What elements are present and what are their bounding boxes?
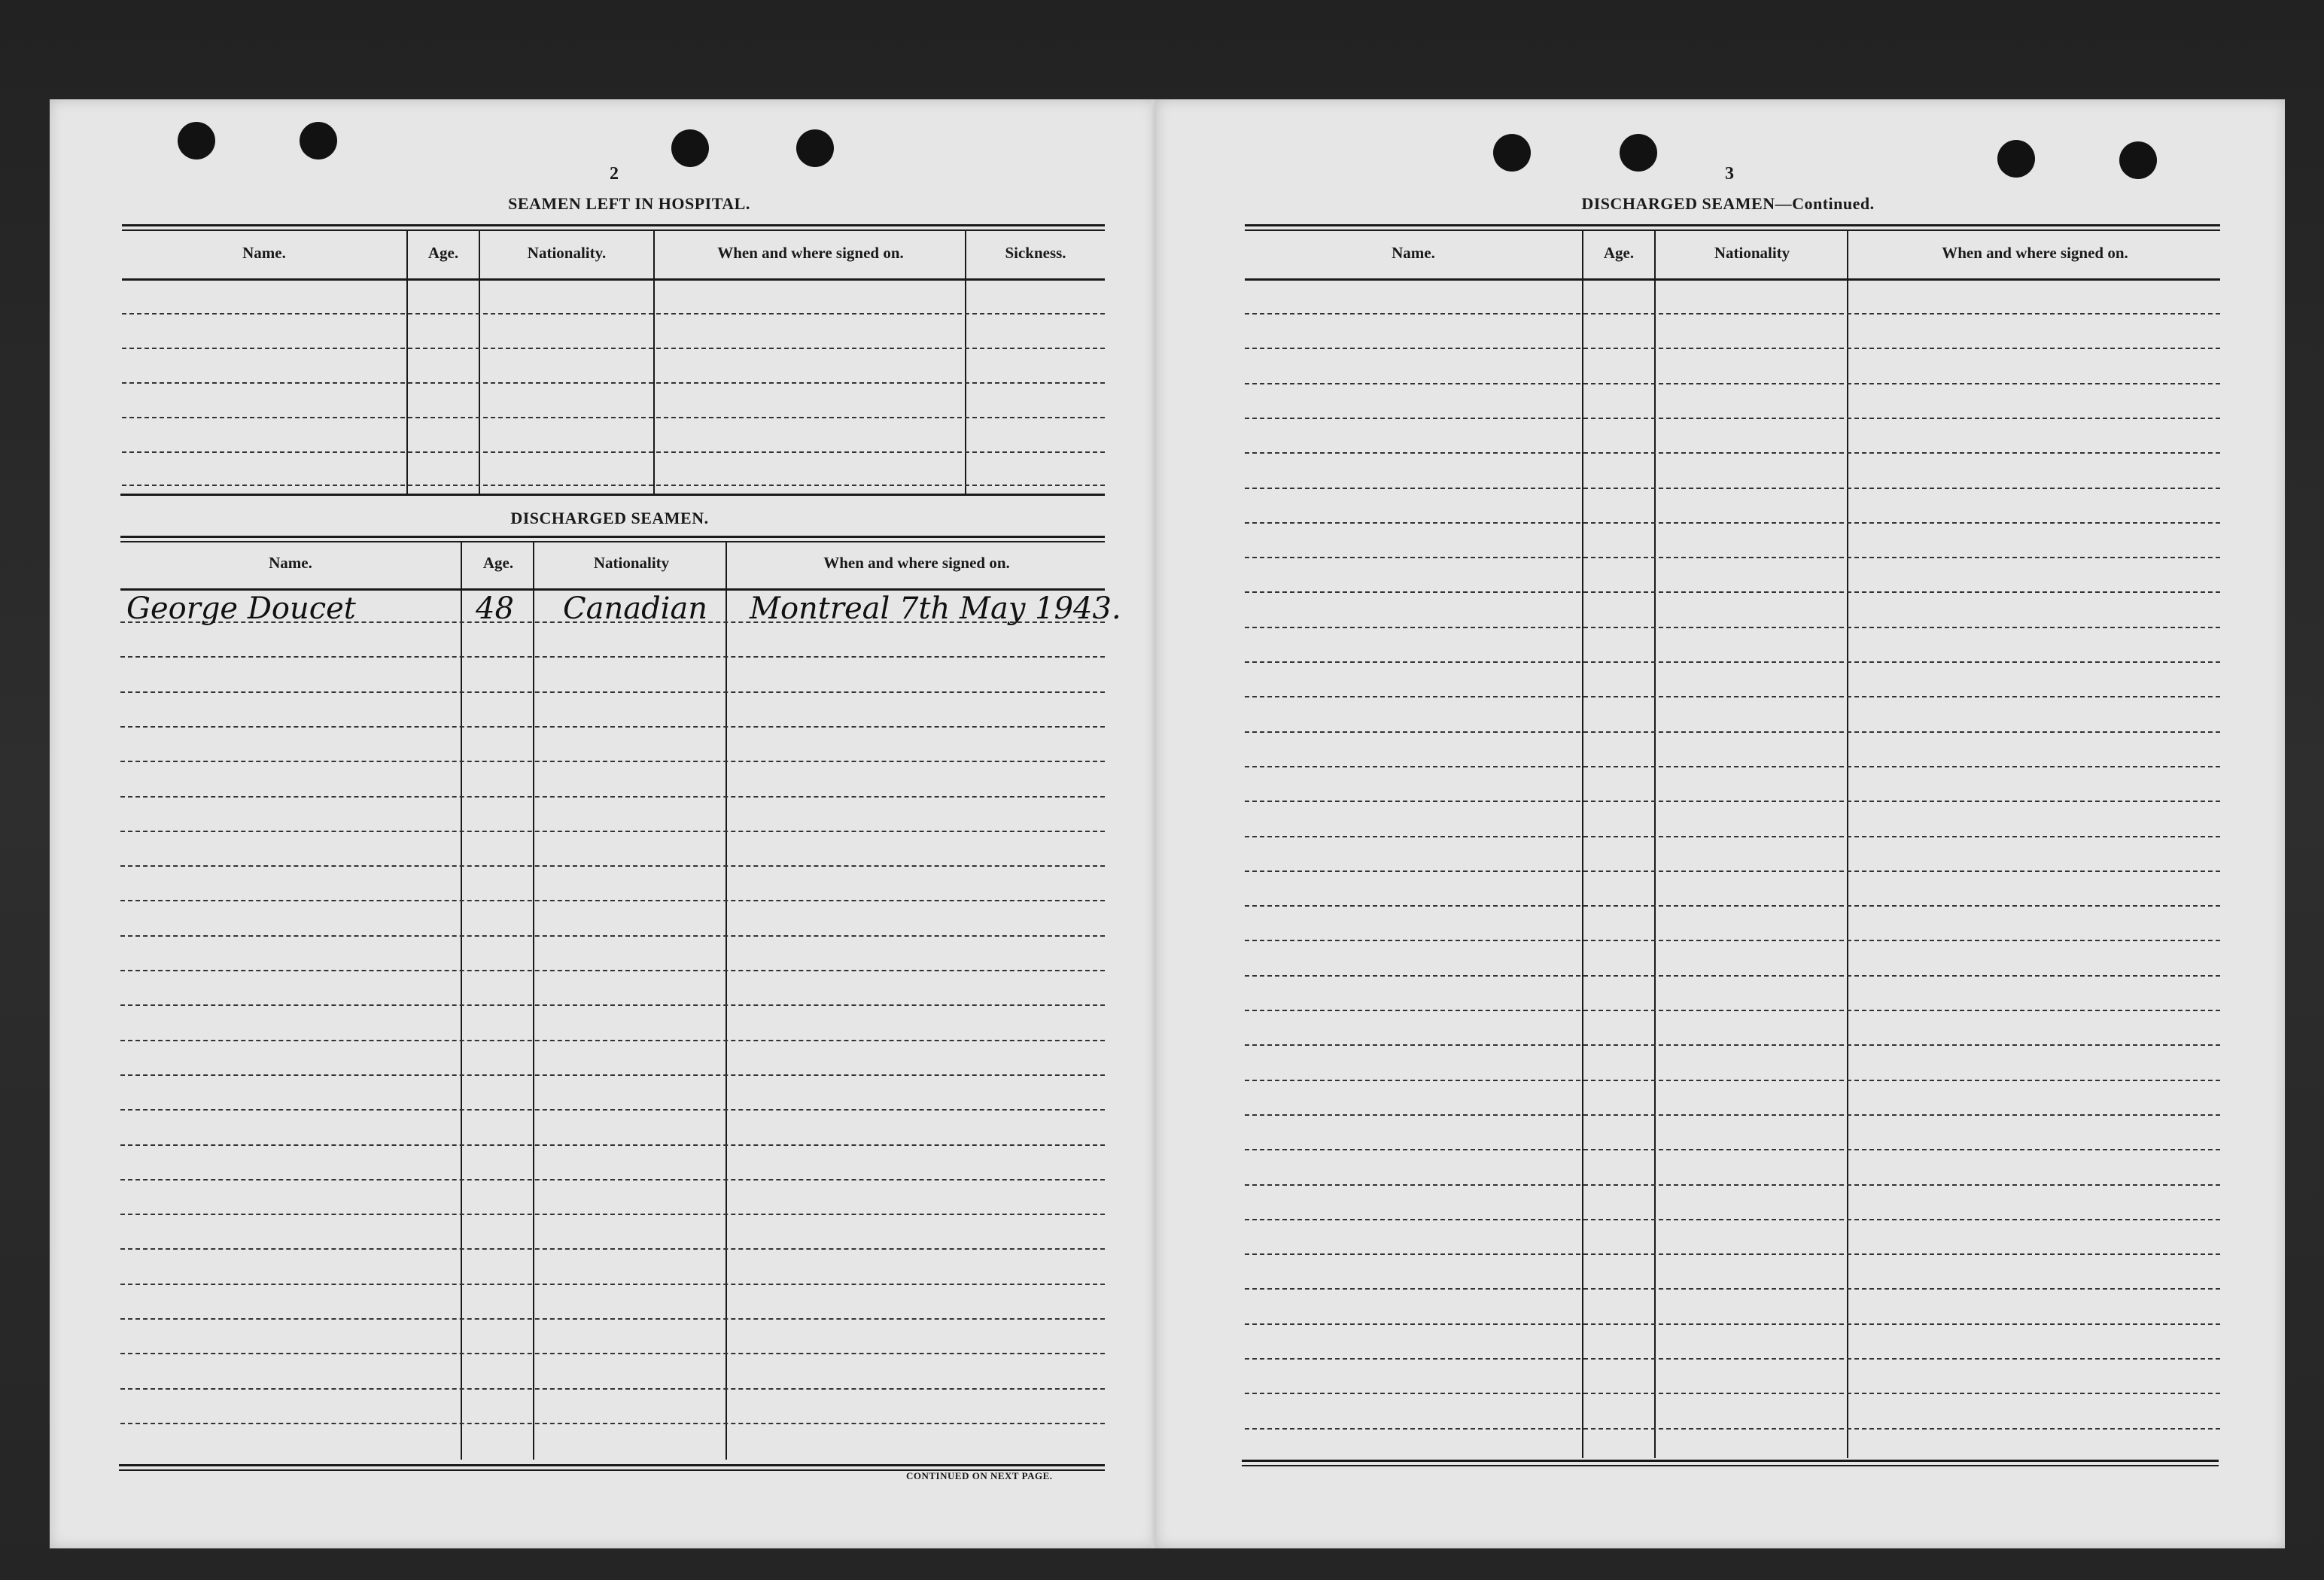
table-row-line	[1245, 940, 2220, 941]
table-row-line	[1245, 627, 2220, 628]
table-row-line	[1245, 1114, 2220, 1116]
table-row-line	[1245, 801, 2220, 802]
column-divider	[725, 542, 727, 1460]
right-section-title: DISCHARGED SEAMEN—Continued.	[1581, 194, 1875, 213]
hospital-col-age: Age.	[427, 244, 459, 262]
page-number-right: 3	[1725, 164, 1734, 184]
punch-hole	[178, 122, 215, 160]
table-row-line	[1245, 1149, 2220, 1150]
table-row-line	[1245, 766, 2220, 767]
table-row-line	[1245, 522, 2220, 524]
table-row-line	[1245, 871, 2220, 872]
hospital-col-sickness: Sickness.	[1005, 244, 1066, 262]
table-row-line	[1245, 836, 2220, 837]
column-divider	[965, 230, 966, 495]
table-row-line	[1245, 383, 2220, 384]
column-divider	[1654, 230, 1656, 1458]
hospital-col-nationality: Nationality.	[527, 244, 607, 262]
table-row-line	[120, 1179, 1105, 1180]
right-col-nationality: Nationality	[1714, 244, 1790, 262]
table-top-rule	[120, 536, 1105, 542]
table-row-line	[120, 796, 1105, 798]
bottom-rule	[1242, 1460, 2219, 1466]
table-row-line	[1245, 1323, 2220, 1325]
table-row-line	[1245, 488, 2220, 489]
punch-hole	[796, 129, 834, 167]
table-top-rule	[1245, 224, 2220, 231]
table-row-line	[1245, 1393, 2220, 1394]
column-divider	[461, 542, 462, 1460]
hospital-table	[122, 224, 1105, 495]
table-row-line	[120, 726, 1105, 728]
header-rule	[408, 278, 1105, 281]
discharged-col-name: Name.	[269, 554, 312, 572]
table-row-line	[1245, 1184, 2220, 1186]
hospital-col-name: Name.	[242, 244, 286, 262]
right-col-name: Name.	[1392, 244, 1435, 262]
table-row-line	[120, 656, 1105, 658]
page-number-left: 2	[610, 164, 619, 184]
table-row-line	[1245, 557, 2220, 558]
punch-hole	[1620, 134, 1657, 172]
entry-signed-on: Montreal 7th May 1943.	[750, 591, 1121, 626]
discharged-col-signed-on: When and where signed on.	[823, 554, 1010, 572]
table-row-line	[120, 970, 1105, 971]
column-divider	[1582, 230, 1583, 1458]
table-row-line	[120, 831, 1105, 832]
hospital-col-signed-on: When and where signed on.	[717, 244, 904, 262]
table-row-line	[120, 1074, 1105, 1076]
table-row-line	[120, 1284, 1105, 1285]
discharged-col-nationality: Nationality	[593, 554, 670, 572]
table-row-line	[120, 1353, 1105, 1354]
table-row-line	[120, 935, 1105, 937]
table-row-line	[1245, 661, 2220, 663]
table-row-line	[120, 1144, 1105, 1146]
entry-nationality: Canadian	[563, 591, 708, 626]
table-row-line	[1245, 975, 2220, 977]
right-col-signed-on: When and where signed on.	[1942, 244, 2128, 262]
table-row-line	[122, 348, 1105, 349]
discharged-col-age: Age.	[482, 554, 514, 572]
table-row-line	[1245, 1044, 2220, 1046]
entry-name: George Doucet	[126, 591, 356, 626]
table-row-line	[120, 1004, 1105, 1006]
column-divider	[533, 542, 534, 1460]
table-row-line	[1245, 1288, 2220, 1290]
table-row-line	[122, 451, 1105, 453]
table-row-line	[120, 1423, 1105, 1424]
right-discharged-table	[1245, 224, 2220, 1458]
table-row-line	[122, 485, 1105, 486]
punch-hole	[1493, 134, 1531, 172]
table-row-line	[120, 691, 1105, 693]
table-row-line	[1245, 1358, 2220, 1360]
discharged-table	[120, 536, 1105, 1460]
punch-hole	[2119, 141, 2157, 179]
table-row-line	[1245, 1219, 2220, 1220]
continued-note: CONTINUED ON NEXT PAGE.	[906, 1470, 1053, 1481]
column-divider	[653, 230, 655, 495]
table-top-rule	[122, 224, 1105, 231]
table-row-line	[1245, 1428, 2220, 1430]
table-row-line	[1245, 452, 2220, 454]
table-row-line	[1245, 591, 2220, 593]
punch-hole	[300, 122, 337, 160]
punch-hole	[1997, 140, 2035, 178]
table-row-line	[1245, 731, 2220, 733]
table-row-line	[120, 865, 1105, 867]
table-row-line	[1245, 696, 2220, 697]
header-rule	[120, 588, 1105, 591]
table-row-line	[1245, 1253, 2220, 1255]
section-rule	[120, 494, 1105, 496]
column-divider	[406, 230, 408, 495]
header-rule	[122, 278, 406, 281]
table-row-line	[1245, 1080, 2220, 1081]
table-row-line	[122, 417, 1105, 418]
punch-hole	[671, 129, 709, 167]
table-row-line	[122, 382, 1105, 384]
column-divider	[1847, 230, 1848, 1458]
table-row-line	[120, 1214, 1105, 1215]
table-row-line	[1245, 348, 2220, 349]
hospital-section-title: SEAMEN LEFT IN HOSPITAL.	[508, 194, 750, 213]
table-row-line	[120, 1248, 1105, 1250]
entry-age: 48	[476, 591, 514, 626]
table-row-line	[120, 1388, 1105, 1390]
table-row-line	[1245, 905, 2220, 907]
discharged-section-title: DISCHARGED SEAMEN.	[510, 509, 709, 527]
table-row-line	[1245, 1010, 2220, 1011]
table-row-line	[120, 1318, 1105, 1320]
table-row-line	[120, 900, 1105, 901]
table-row-line	[120, 1040, 1105, 1041]
table-row-line	[1245, 418, 2220, 419]
table-row-line	[120, 761, 1105, 762]
table-row-line	[120, 1109, 1105, 1111]
table-row-line	[122, 313, 1105, 314]
column-divider	[479, 230, 480, 495]
right-col-age: Age.	[1603, 244, 1635, 262]
header-rule	[1245, 278, 2220, 281]
table-row-line	[1245, 313, 2220, 314]
